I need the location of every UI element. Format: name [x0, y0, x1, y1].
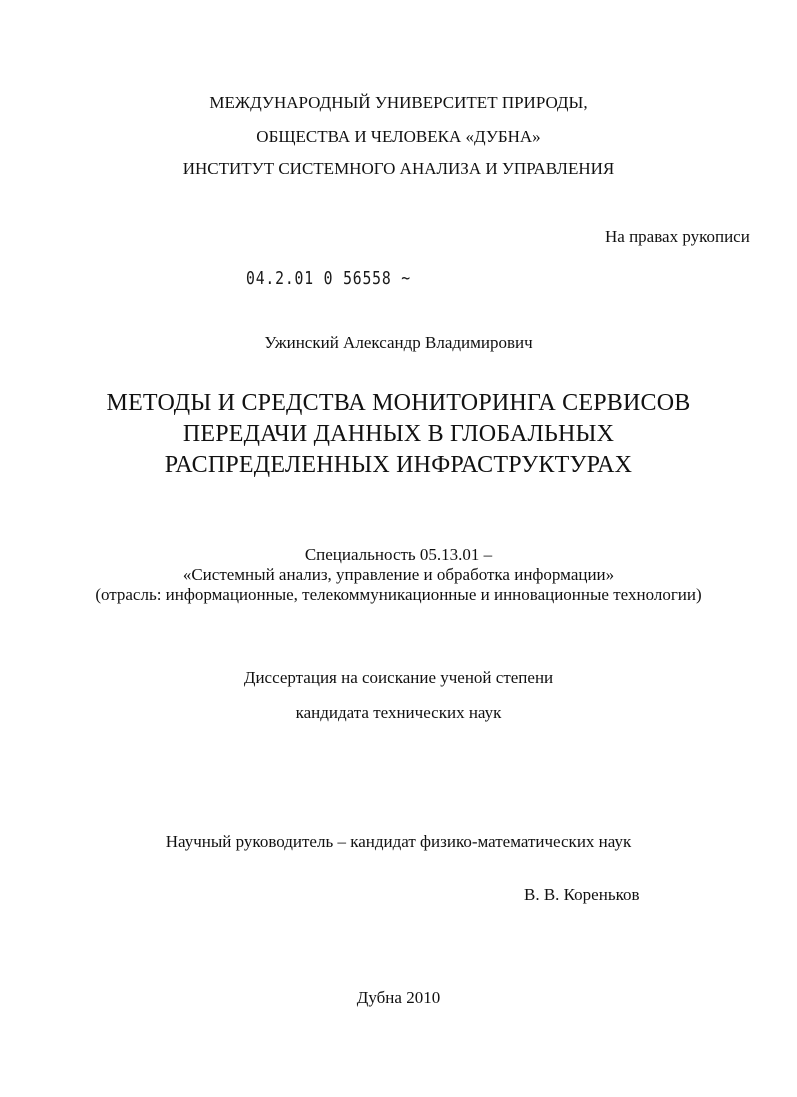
degree-line1: Диссертация на соискание ученой степени: [243, 668, 554, 687]
dissertation-title-line3: РАСПРЕДЕЛЕННЫХ ИНФРАСТРУКТУРАХ: [164, 452, 633, 478]
institution-name-line1: МЕЖДУНАРОДНЫЙ УНИВЕРСИТЕТ ПРИРОДЫ,: [209, 93, 588, 112]
degree-line2: кандидата технических наук: [295, 703, 502, 722]
supervisor-role: Научный руководитель – кандидат физико-математических наук: [165, 832, 632, 851]
registration-stamp-number: 04.2.01 0 56558 ~: [246, 268, 412, 289]
specialty-branch: (отрасль: информационные, телекоммуникационные и инновационные технологии): [95, 585, 702, 604]
city-year: Дубна 2010: [356, 988, 441, 1007]
specialty-name: «Системный анализ, управление и обработка информации»: [182, 565, 615, 584]
dissertation-title-line2: ПЕРЕДАЧИ ДАННЫХ В ГЛОБАЛЬНЫХ: [182, 421, 615, 447]
specialty-code: Специальность 05.13.01 –: [304, 545, 493, 564]
author-name: Ужинский Александр Владимирович: [264, 333, 533, 352]
institute-name: ИНСТИТУТ СИСТЕМНОГО АНАЛИЗА И УПРАВЛЕНИЯ: [182, 159, 615, 178]
dissertation-title-line1: МЕТОДЫ И СРЕДСТВА МОНИТОРИНГА СЕРВИСОВ: [106, 390, 691, 416]
manuscript-note: На правах рукописи: [605, 227, 750, 246]
institution-name-line2: ОБЩЕСТВА И ЧЕЛОВЕКА «ДУБНА»: [256, 127, 541, 146]
supervisor-name: В. В. Кореньков: [524, 885, 640, 904]
